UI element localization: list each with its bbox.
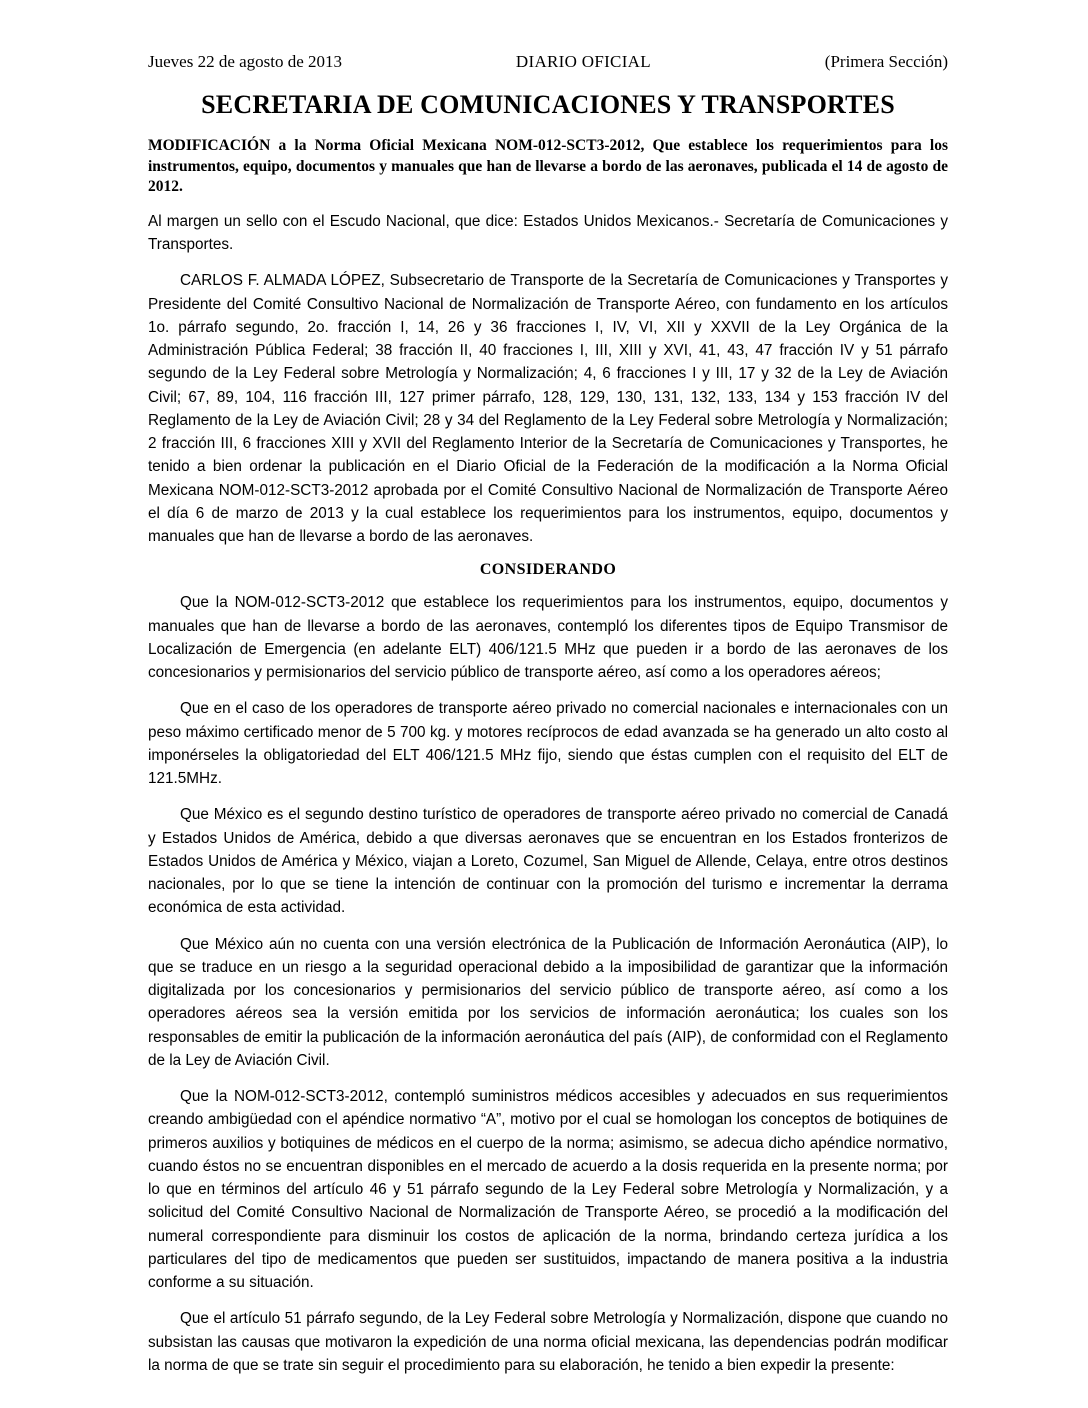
page-title: SECRETARIA DE COMUNICACIONES Y TRANSPORTES bbox=[201, 90, 895, 119]
page-header bbox=[148, 52, 948, 72]
paragraph: Que la NOM-012-SCT3-2012 que establece los requerimientos para los instrumentos, equipo, documentos y manuales que han de llevarse a bordo de las aeronaves, contempló los diferentes tipos de Equipo Transmisor de Localización de Emergencia (en adelante ELT) 406/121.5 MHz que pueden ir a bordo de las aeronaves de los concesionarios y permisionarios del servicio público de transporte aéreo, así como a los operadores aéreos; bbox=[148, 594, 948, 682]
paragraph: Que la NOM-012-SCT3-2012, contempló suministros médicos accesibles y adecuados en sus requerimientos creando ambigüedad con el apéndice normativo “A”, motivo por el cual se homologan los conceptos de botiquines de primeros auxilios y botiquines de médicos en el cuerpo de la norma; asimismo, se adecua dicho apéndice normativo, cuando éstos no se encuentran disponibles en el mercado de acuerdo a la dosis requerida en la presente norma; por lo que en términos del artículo 46 y 51 párrafo segundo de la Ley Federal sobre Metrología y Normalización, y a solicitud del Comité Consultivo Nacional de Normalización de Transporte Aéreo, se procedió a la modificación del numeral correspondiente para disminuir los costos de aplicación de la norma, brindando certeza jurídica a los particulares del tipo de medicamentos que pueden ser sustituidos, impactando de manera positiva a la industria conforme a su situación. bbox=[148, 1088, 948, 1292]
considerando-heading: CONSIDERANDO bbox=[479, 561, 617, 579]
modification-note: MODIFICACIÓN a la Norma Oficial Mexicana NOM-012-SCT3-2012, Que establece los requerimientos para los instrumentos, equipo, documentos y manuales que han de llevarse a bordo de las aeronaves, publicada el 14 de agosto de 2012. bbox=[148, 137, 948, 196]
paragraph: Que en el caso de los operadores de transporte aéreo privado no comercial nacionales e internacionales con un peso máximo certificado menor de 5 700 kg. y motores recíprocos de edad avanzada se ha generado un alto costo al imponérseles la obligatoriedad del ELT 406/121.5 MHz fijo, siendo que éstas cumplen con el requisito del ELT de 121.5MHz. bbox=[148, 700, 948, 788]
header-date: Jueves 22 de agosto de 2013 bbox=[148, 52, 343, 71]
paragraph: Que México es el segundo destino turístico de operadores de transporte aéreo privado no comercial de Canadá y Estados Unidos de América, debido a que diversas aeronaves que se encuentran en los Estados fronterizos de Estados Unidos de América y México, viajan a Loreto, Cozumel, San Miguel de Allende, Celaya, entre otros destinos nacionales, por lo que se tiene la intención de continuar con la promoción del turismo e incrementar la derrama económica de esta actividad. bbox=[148, 806, 948, 917]
preamble-paragraph: CARLOS F. ALMADA LÓPEZ, Subsecretario de Transporte de la Secretaría de Comunicaciones y Transportes y Presidente del Comité Consultivo Nacional de Normalización de Transporte Aéreo, con fundamento en los artículos 1o. párrafo segundo, 2o. fracción I, 14, 26 y 36 fracciones I, IV, VI, XII y XXVII de la Ley Orgánica de la Administración Pública Federal; 38 fracción II, 40 fracciones I, III, XIII y XVI, 41, 43, 47 fracción IV y 51 párrafo segundo de la Ley Federal sobre Metrología y Normalización; 4, 6 fracciones I y III, 17 y 32 de la Ley de Aviación Civil; 67, 89, 104, 116 fracción III, 127 primer párrafo, 128, 129, 130, 131, 132, 133, 134 y 153 fracción IV del Reglamento de la Ley de Aviación Civil; 28 y 34 del Reglamento de la Ley Federal sobre Metrología y Normalización; 2 fracción III, 6 fracciones XIII y XVII del Reglamento Interior de la Secretaría de Comunicaciones y Transportes, he tenido a bien ordenar la publicación en el Diario Oficial de la Federación de la modificación a la Norma Oficial Mexicana NOM-012-SCT3-2012 aprobada por el Comité Consultivo Nacional de Normalización de Transporte Aéreo el día 6 de marzo de 2013 y la cual establece los requerimientos para los instrumentos, equipo, documentos y manuales que han de llevarse a bordo de las aeronaves. bbox=[148, 272, 948, 546]
header-publication-name: DIARIO OFICIAL bbox=[515, 52, 651, 71]
paragraph: Que el artículo 51 párrafo segundo, de la Ley Federal sobre Metrología y Normalización, dispone que cuando no subsistan las causas que motivaron la expedición de una norma oficial mexicana, las dependencias podrán modificar la norma de que se trate sin seguir el procedimiento para su elaboración, he tenido a bien expedir la presente: bbox=[148, 1310, 948, 1374]
paragraph: Que México aún no cuenta con una versión electrónica de la Publicación de Información Aeronáutica (AIP), lo que se traduce en un riesgo a la seguridad operacional debido a la imposibilidad de garantizar que la información digitalizada por los concesionarios y permisionarios del servicio público de transporte aéreo, así como a los operadores aéreos sea la versión emitida por los servicios de información aeronáutica; los cuales son los responsables de emitir la publicación de la información aeronáutica del país (AIP), de conformidad con el Reglamento de la Ley de Aviación Civil. bbox=[148, 935, 948, 1069]
header-section: (Primera Sección) bbox=[824, 52, 948, 71]
seal-note: Al margen un sello con el Escudo Nacional, que dice: Estados Unidos Mexicanos.- Secretaría de Comunicaciones y Transportes. bbox=[148, 212, 948, 254]
